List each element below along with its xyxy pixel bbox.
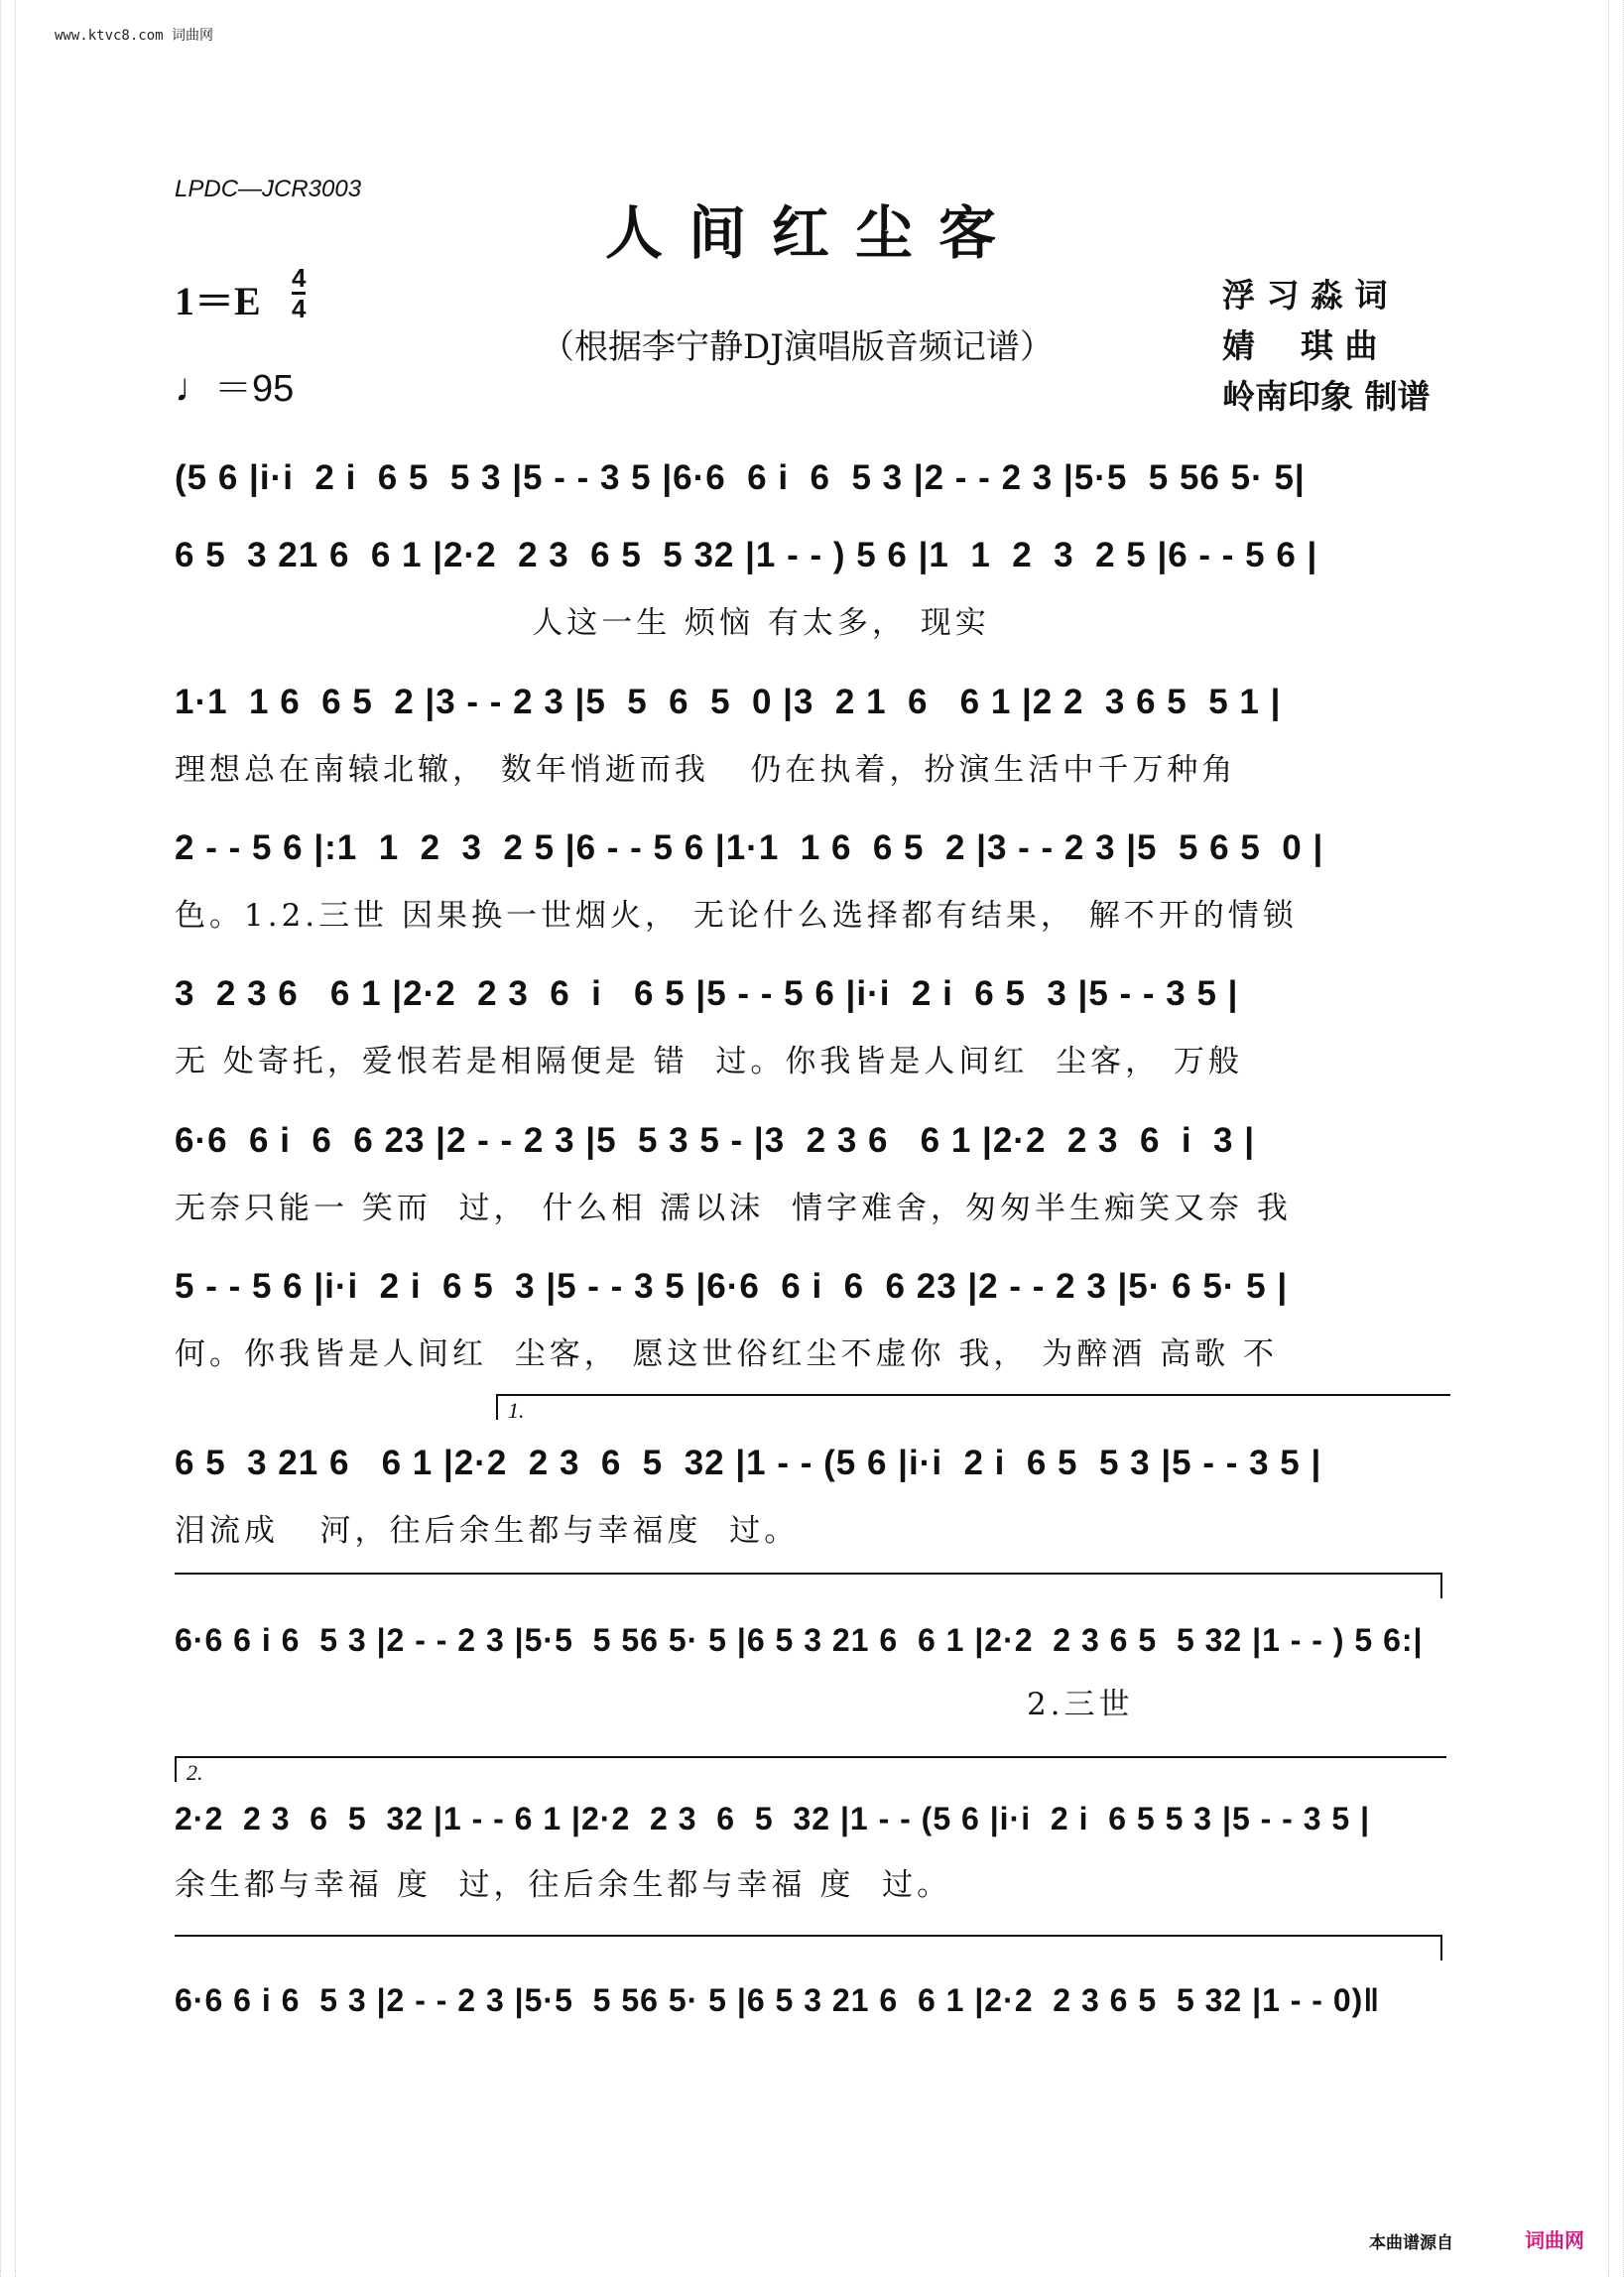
volta-1-label: 1. xyxy=(508,1398,525,1423)
volta-1-bracket xyxy=(496,1394,1450,1423)
notes-line: 6·6 6 i 6 5 3 |2 - - 2 3 |5·5 5 56 5· 5 |6 5 3 21 6 6 1 |2·2 2 3 6 5 5 32 |1 - - ) 5 6:| xyxy=(175,1622,1424,1658)
composer-credit: 婧 琪 曲 xyxy=(1222,326,1378,365)
lyrics-line: 无 处寄托，爱恨若是相隔便是 错 过。你我皆是人间红 尘客， 万般 xyxy=(175,1044,1243,1079)
time-signature-bottom: 4 xyxy=(292,294,307,323)
quarter-note-icon: ♩ xyxy=(175,366,214,410)
score-system-9 xyxy=(175,1622,1444,1723)
credits xyxy=(1222,270,1431,422)
song-title: 人间红尘客 xyxy=(604,199,1022,267)
lyrics-line: 2.三世 xyxy=(175,1687,1134,1722)
key-signature: 1＝E xyxy=(175,279,261,323)
volta-2-label: 2. xyxy=(187,1760,203,1785)
notes-line: 6·6 6 i 6 5 3 |2 - - 2 3 |5·5 5 56 5· 5 |6 5 3 21 6 6 1 |2·2 2 3 6 5 5 32 |1 - - 0)‖ xyxy=(175,1982,1381,2018)
notes-line: 6·6 6 i 6 6 23 |2 - - 2 3 |5 5 3 5 - |3 2 3 6 6 1 |2·2 2 3 6 i 3 | xyxy=(175,1121,1256,1160)
score-system-7 xyxy=(175,1267,1444,1373)
lyrics-line: 无奈只能一 笑而 过， 什么相 濡以沫 情字难舍，匆匆半生痴笑又奈 我 xyxy=(175,1191,1292,1226)
time-signature-top: 4 xyxy=(292,263,307,293)
lyrics-line: 色。1.2.三世 因果换一世烟火， 无论什么选择都有结果， 解不开的情锁 xyxy=(175,898,1298,934)
footer-source-note: 本曲谱源自 xyxy=(1369,2233,1453,2253)
right-margin-strip xyxy=(1608,0,1624,2277)
score-system-6 xyxy=(175,1121,1444,1227)
catalog-id: LPDC—JCR3003 xyxy=(175,176,362,202)
score-system-11 xyxy=(175,1982,1444,2019)
lyrics-line: 何。你我皆是人间红 尘客， 愿这世俗红尘不虚你 我， 为醉酒 高歌 不 xyxy=(175,1336,1278,1372)
lyrics-line: 余生都与幸福 度 过，往后余生都与幸福 度 过。 xyxy=(175,1867,952,1903)
tempo-marking xyxy=(175,357,294,412)
interlude-bracket xyxy=(175,1573,1442,1598)
notes-line: 2·2 2 3 6 5 32 |1 - - 6 1 |2·2 2 3 6 5 32 |1 - - (5 6 |i·i 2 i 6 5 5 3 |5 - - 3 5 | xyxy=(175,1801,1371,1836)
outro-bracket xyxy=(175,1935,1442,1961)
volta-2-bracket xyxy=(175,1756,1446,1785)
lyrics-line: 人这一生 烦恼 有太多， 现实 xyxy=(175,605,990,641)
left-margin-strip xyxy=(0,0,16,2277)
footer-site-logo[interactable]: 词曲网 xyxy=(1525,2228,1584,2252)
notes-line: 2 - - 5 6 |:1 1 2 3 2 5 |6 - - 5 6 |1·1 1 6 6 5 2 |3 - - 2 3 |5 5 6 5 0 | xyxy=(175,828,1324,867)
time-signature xyxy=(292,264,306,322)
notes-line: (5 6 |i·i 2 i 6 5 5 3 |5 - - 3 5 |6·6 6 i 6 5 3 |2 - - 2 3 |5·5 5 56 5· 5| xyxy=(175,458,1306,497)
lyrics-line: 泪流成 河，往后余生都与幸福度 过。 xyxy=(175,1513,800,1549)
score-system-1 xyxy=(175,458,1444,498)
score-system-3 xyxy=(175,683,1444,789)
notes-line: 3 2 3 6 6 1 |2·2 2 3 6 i 6 5 |5 - - 5 6 |i·i 2 i 6 5 3 |5 - - 3 5 | xyxy=(175,974,1239,1013)
score-system-5 xyxy=(175,974,1444,1080)
score-system-4 xyxy=(175,828,1444,935)
score-system-10 xyxy=(175,1801,1444,1904)
subtitle: （根据李宁静DJ演唱版音频记谱） xyxy=(541,327,1054,367)
lyrics-line: 理想总在南辕北辙， 数年悄逝而我 仍在执着，扮演生活中千万种角 xyxy=(175,752,1237,788)
site-url[interactable]: www.ktvc8.com 词曲网 xyxy=(55,28,214,44)
notes-line: 1·1 1 6 6 5 2 |3 - - 2 3 |5 5 6 5 0 |3 2 1 6 6 1 |2 2 3 6 5 5 1 | xyxy=(175,683,1282,721)
notes-line: 6 5 3 21 6 6 1 |2·2 2 3 6 5 32 |1 - - (5 6 |i·i 2 i 6 5 5 3 |5 - - 3 5 | xyxy=(175,1444,1322,1482)
notes-line: 5 - - 5 6 |i·i 2 i 6 5 3 |5 - - 3 5 |6·6 6 i 6 6 23 |2 - - 2 3 |5· 6 5· 5 | xyxy=(175,1267,1289,1306)
tempo-value: ＝95 xyxy=(214,368,295,410)
score-system-2 xyxy=(175,536,1444,642)
lyricist-credit: 浮 习 淼 词 xyxy=(1222,276,1388,315)
notes-line: 6 5 3 21 6 6 1 |2·2 2 3 6 5 5 32 |1 - - ) 5 6 |1 1 2 3 2 5 |6 - - 5 6 | xyxy=(175,536,1318,574)
score-system-8 xyxy=(175,1444,1444,1550)
arranger-credit: 岭南印象 制谱 xyxy=(1222,377,1431,416)
